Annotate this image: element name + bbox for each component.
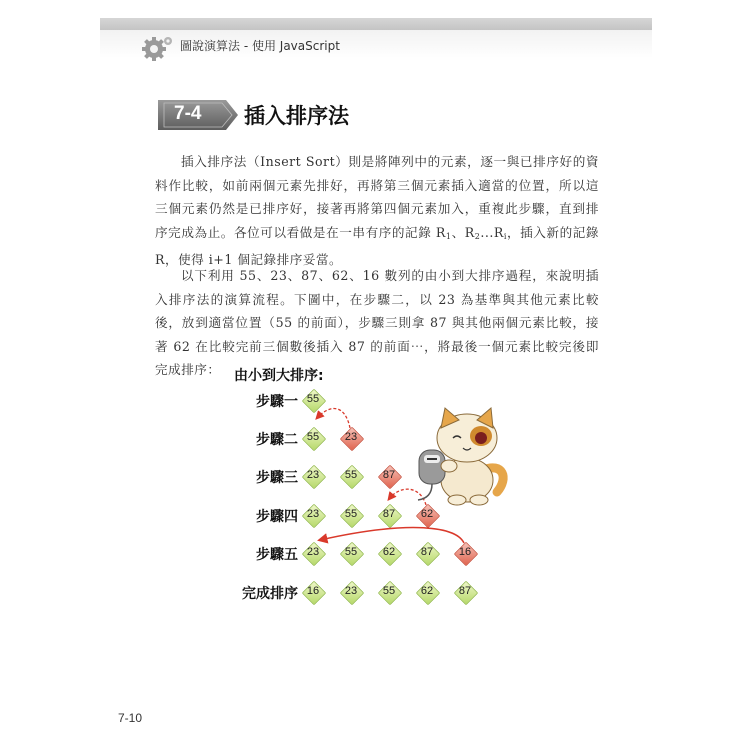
diamond-value: 16 [458,546,472,558]
diamond-value: 55 [344,546,358,558]
diamond-value: 55 [306,393,320,405]
diamond-value: 87 [382,469,396,481]
page-number: 7-10 [118,711,143,725]
diamond-value: 55 [344,508,358,520]
para1-line5: 序妥當。 [289,252,343,267]
diamond-value: 23 [306,469,320,481]
para2-line2: 法的演算流程。下圖中，在步驟二，以 23 為基準與其他元素比較後，放到適當位 [155,291,599,330]
para1-line4a: 位可以看做是在一串有序的記錄 R [247,224,446,240]
diamond-value: 23 [306,546,320,558]
diamond-value: 87 [420,546,434,558]
section-number: 7-4 [174,103,202,124]
diagram-title: 由小到大排序: [234,368,324,384]
cat-mascot-icon [405,400,515,510]
sub-1: 1 [445,231,452,241]
arrow-step5 [320,528,464,543]
section-title: 插入排序法 [244,104,349,128]
para1-line4d: ，插入新的記錄 R，使得 i+1 個記錄排 [155,224,600,267]
diamond-value: 55 [344,469,358,481]
step-label: 步驟一 [256,394,298,410]
diamond-value: 16 [306,585,320,597]
step-label: 步驟四 [256,509,298,525]
diamond-value: 87 [382,508,396,520]
diamond-value: 55 [306,431,320,443]
diamond-value: 87 [458,585,472,597]
para1-line1: 插入排序法（Insert Sort）則是將陣列中的元素，逐一與已排序好的資料作比 [155,154,599,193]
para2-line3: 置（55 的前面），步驟三則拿 87 與其他兩個元素比較，接著 62 在比較完前三個 [155,315,599,354]
para1-line4c: ...R [480,224,504,240]
diamond-value: 62 [420,508,434,520]
para1-line2: 較，如前兩個元素先排好，再將第三個元素插入適當的位置，所以這三個元素仍 [155,177,600,216]
diamond-value: 23 [344,585,358,597]
step-label: 步驟三 [256,470,298,486]
para2-line1: 以下利用 55、23、87、62、16 數列的由小到大排序過程，來說明插入排序 [155,268,599,307]
sub-i: i [503,231,507,241]
diamond-value: 23 [306,508,320,520]
book-title: 圖說演算法 - 使用 JavaScript [180,39,340,53]
para2-line4: 數後插入 87 的前面⋯，將最後一個元素比較完後即完成排序： [155,338,599,377]
diamond-value: 55 [382,585,396,597]
diamond-value: 62 [420,585,434,597]
para1-line3: 然是已排序好，接著再將第四個元素加入，重複此步驟，直到排序完成為止。各 [155,201,600,240]
para1-line4b: 、R [451,224,475,240]
step-label: 步驟五 [256,547,298,563]
diamond-value: 62 [382,546,396,558]
step-label: 步驟二 [256,432,298,448]
sub-2: 2 [474,231,481,241]
step-label: 完成排序 [242,586,298,602]
arrow-step2 [317,409,350,428]
diamond-value: 23 [344,431,358,443]
